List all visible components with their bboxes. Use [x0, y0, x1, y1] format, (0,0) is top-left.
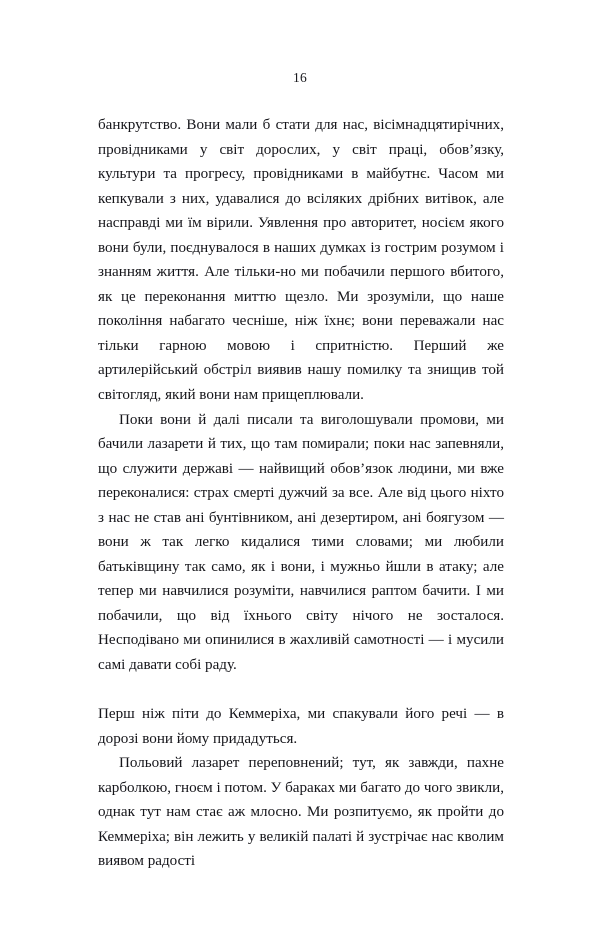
paragraph-4: Польовий лазарет переповнений; тут, як завжди, пахне карболкою, гноєм і потом. У бараках ми багато до чого звикли, однак тут нам стає аж млосно. Ми розпитуємо, як пройти до Кеммеріха; він лежить у великій палаті й зустрічає нас кволим виявом радості	[98, 755, 504, 870]
body-text-block	[98, 113, 504, 874]
section-break	[98, 678, 504, 703]
paragraph-3: Перш ніж піти до Кеммеріха, ми спакували його речі — в дорозі вони йому придадуться.	[98, 706, 504, 747]
paragraph-2: Поки вони й далі писали та виголошували промови, ми бачили лазарети й тих, що там помирали; поки нас запевняли, що служити державі — найвищий обов’язок людини, ми вже переконалися: страх смерті дужчий за все. Але від цього ніхто з нас не став ані бунтівником, ані дезертиром, ані боягузом — вони ж так легко кидалися тими словами; ми любили батьківщину так само, як і вони, і мужньо йшли в атаку; але тепер ми навчилися розуміти, навчилися раптом бачити. І ми побачили, що від їхнього світу нічого не зосталося. Несподівано ми опинилися в жахливій самотності — і мусили самі давати собі раду.	[98, 411, 504, 674]
page-number: 16	[293, 70, 307, 85]
paragraph-1: банкрутство. Вони мали б стати для нас, вісімнадцятирічних, провідниками у світ дорослих, у світ праці, обов’язку, культури та прогресу, провідниками в майбутнє. Часом ми кепкували з них, удавалися до всіляких дрібних витівок, але насправді ми їм вірили. Уявлення про авторитет, носієм якого вони були, поєднувалося в наших думках із гострим розумом і знанням життя. Але тільки-но ми побачили першого вбитого, як це переконання миттю щезло. Ми зрозуміли, що наше покоління набагато чесніше, ніж їхнє; вони переважали нас тільки гарною мовою і спритністю. Перший же артилерійський обстріл виявив нашу помилку та знищив той світогляд, який вони нам прищеплювали.	[98, 117, 504, 404]
